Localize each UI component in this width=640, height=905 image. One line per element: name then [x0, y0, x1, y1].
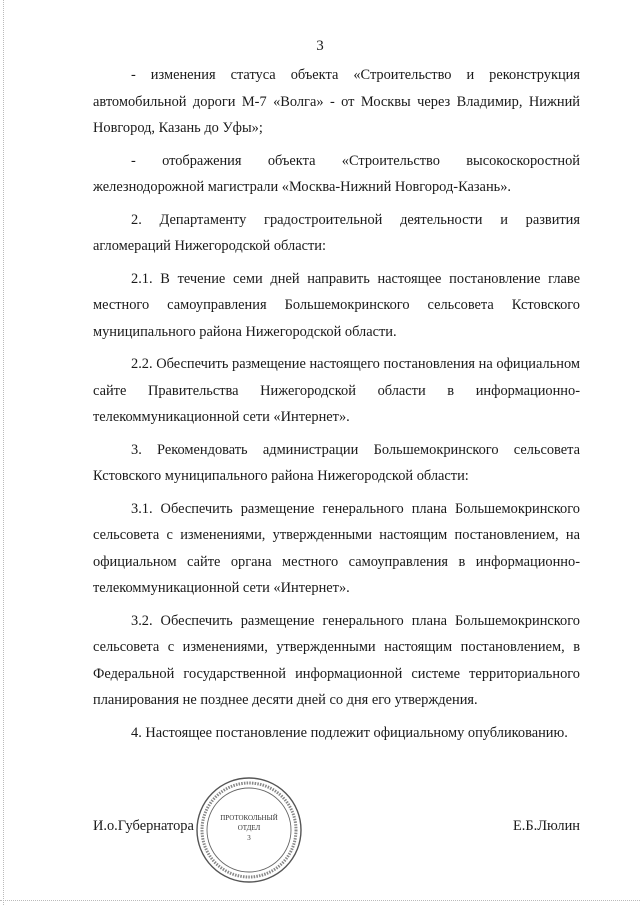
document-body — [93, 62, 580, 752]
paragraph: - отображения объекта «Строительство высокоскоростной железнодорожной магистрали «Москва-Нижний Новгород-Казань». — [93, 152, 580, 195]
stamp-line: 3 — [247, 834, 251, 842]
paragraph: - изменения статуса объекта «Строительство и реконструкция автомобильной дороги М-7 «Волга» - от Москвы через Владимир, Нижний Новгород, Казань до Уфы»; — [93, 67, 580, 136]
signatory-position: И.о.Губернатора — [93, 818, 194, 834]
paragraph: 2.1. В течение семи дней направить настоящее постановление главе местного самоуправления Большемокринского сельсовета Кстовского муниципального района Нижегородской области. — [93, 270, 580, 340]
paragraph: 4. Настоящее постановление подлежит официальному опубликованию. — [131, 724, 568, 741]
stamp-line: ПРОТОКОЛЬНЫЙ — [220, 814, 278, 822]
paragraph: 2.2. Обеспечить размещение настоящего постановления на официальном сайте Правительства Нижегородской области в информационно-телекоммуникационной сети «Интернет». — [93, 356, 580, 425]
paragraph: 3.2. Обеспечить размещение генерального плана Большемокринского сельсовета с изменениями, утвержденными настоящим постановлением, в Федеральной государственной информационной системе территориального планирования не позднее десяти дней со дня его утверждения. — [93, 612, 580, 708]
official-stamp — [194, 775, 304, 885]
stamp-line: ОТДЕЛ — [237, 824, 261, 832]
paragraph: 3. Рекомендовать администрации Большемокринского сельсовета Кстовского муниципального района Нижегородской области: — [93, 441, 580, 484]
paragraph: 3.1. Обеспечить размещение генерального плана Большемокринского сельсовета с изменениями, утвержденными настоящим постановлением, на официальном сайте органа местного самоуправления в информационно-телекоммуникационной сети «Интернет». — [93, 500, 580, 596]
page-number: 3 — [316, 38, 324, 54]
stamp-text — [194, 813, 304, 843]
signatory-name: Е.Б.Люлин — [513, 818, 580, 834]
paragraph: 2. Департаменту градостроительной деятельности и развития агломераций Нижегородской области: — [93, 211, 580, 254]
scan-bottom-edge — [0, 899, 640, 901]
scan-left-edge — [3, 0, 5, 905]
